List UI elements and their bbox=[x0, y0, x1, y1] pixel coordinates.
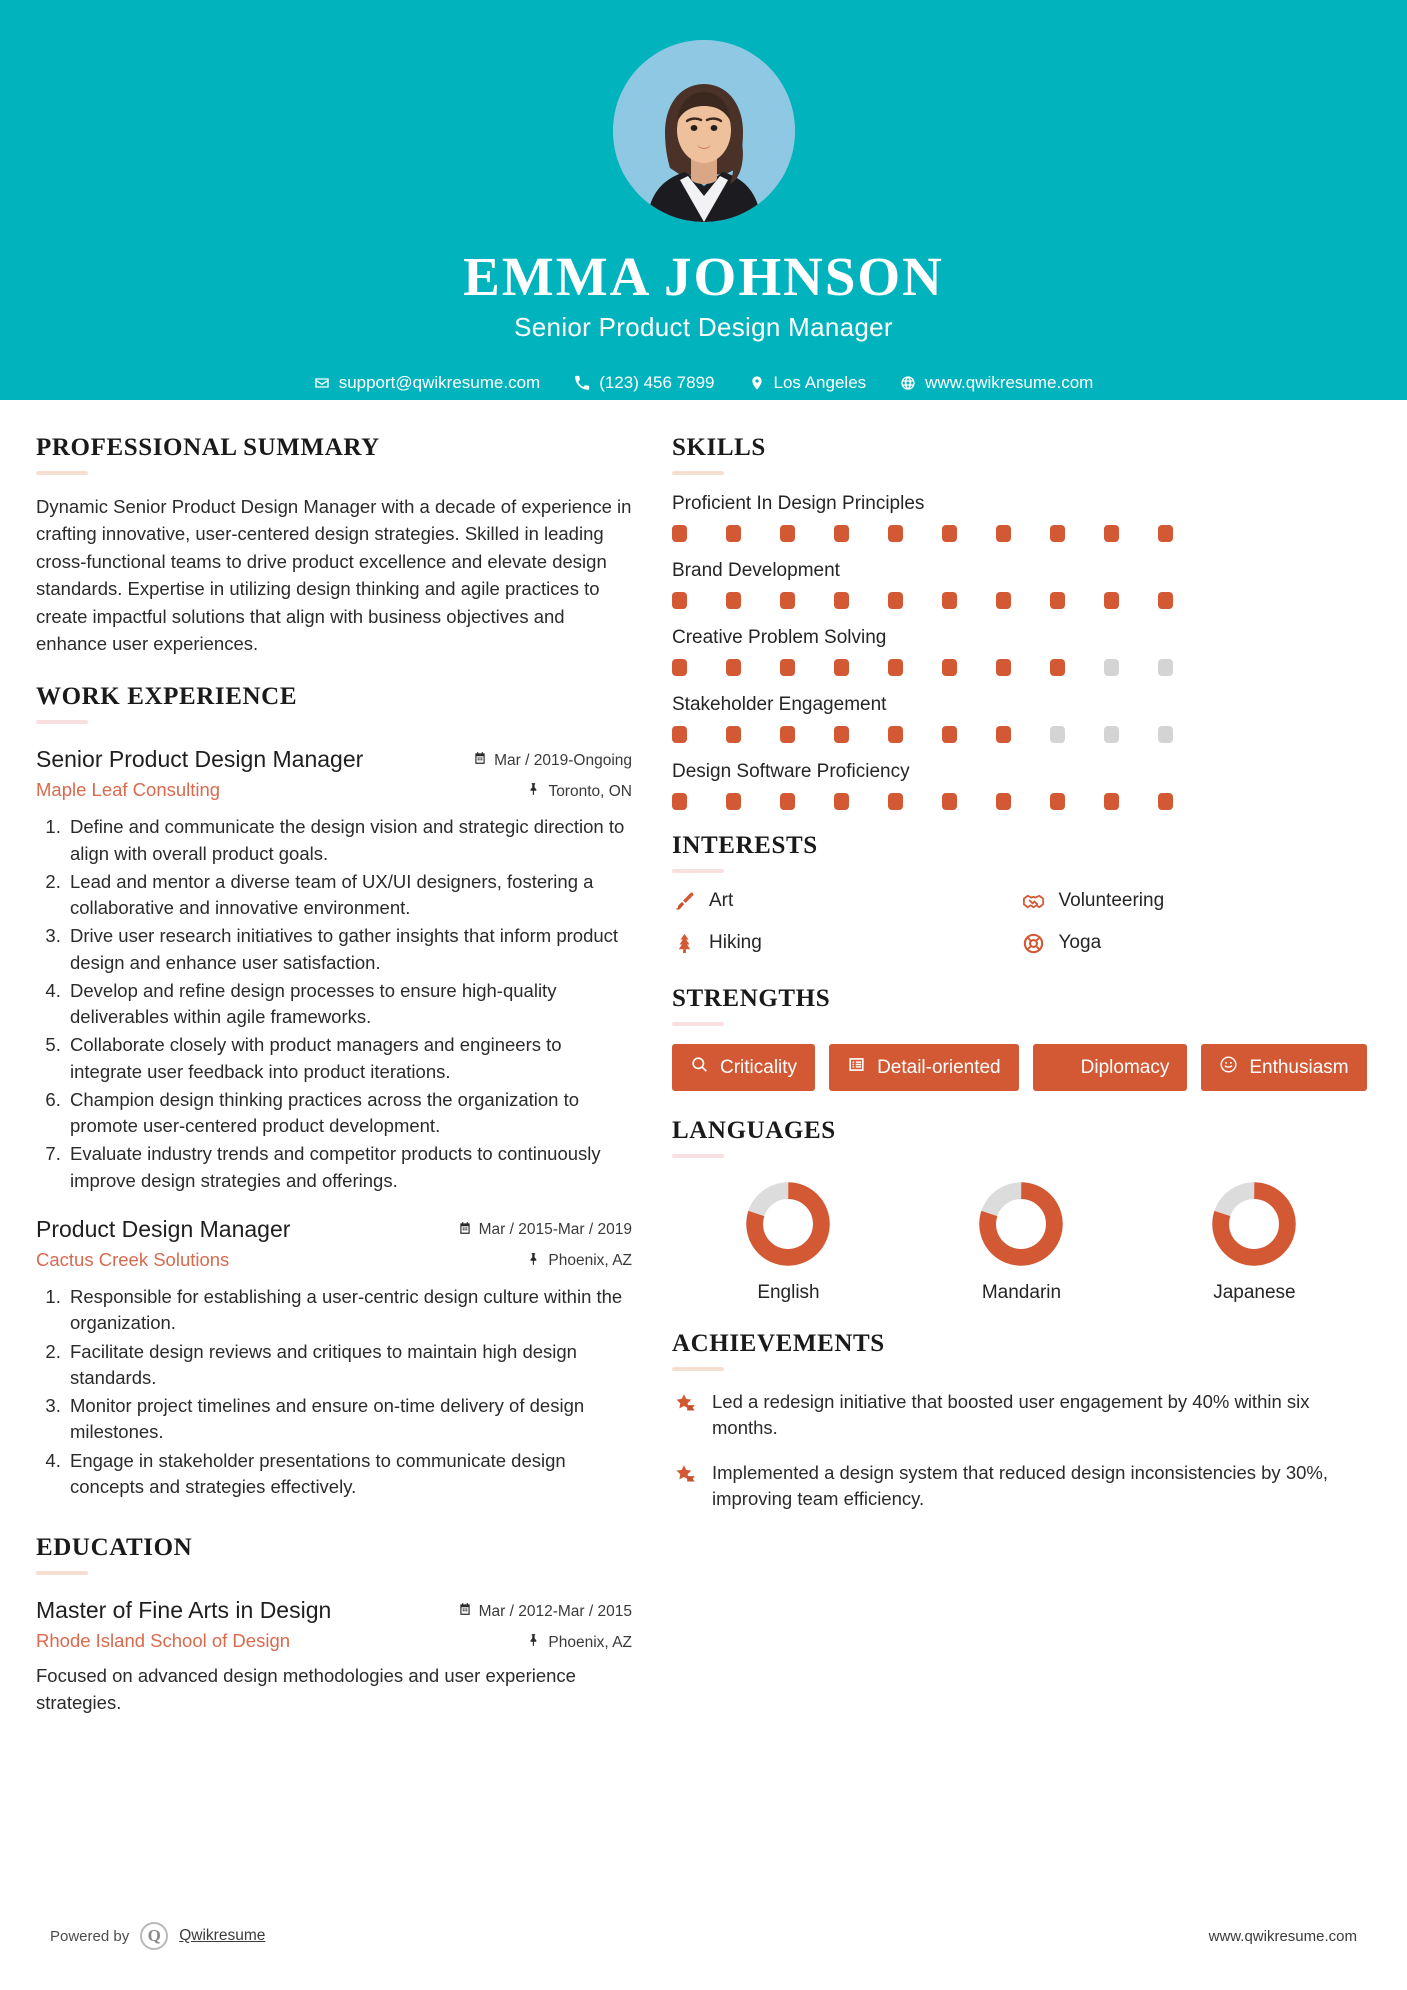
work-role: Senior Product Design Manager bbox=[36, 746, 364, 773]
skill-level-dot bbox=[1050, 793, 1065, 810]
work-bullet: 1. Define and communicate the design vision and strategic direction to align with overall product goals. bbox=[66, 814, 632, 867]
interest-label: Hiking bbox=[709, 932, 762, 953]
skill-level-dot bbox=[888, 592, 903, 609]
section-rule bbox=[672, 1154, 724, 1158]
skill-level-dot bbox=[1104, 592, 1119, 609]
section-heading-education: EDUCATION bbox=[36, 1534, 193, 1562]
work-bullet: 4. Engage in stakeholder presentations to communicate design concepts and strategies effectively. bbox=[66, 1448, 632, 1501]
calendar-icon bbox=[458, 1221, 472, 1240]
interest-label: Yoga bbox=[1058, 932, 1102, 953]
work-bullet: 4. Develop and refine design processes to ensure high-quality deliverables within agile frameworks. bbox=[66, 978, 632, 1031]
strength-chip bbox=[1033, 1044, 1188, 1091]
interests-list bbox=[672, 889, 1371, 973]
skill-level-dot bbox=[672, 726, 687, 743]
interest-label: Art bbox=[709, 890, 734, 911]
achievement-item bbox=[672, 1460, 1371, 1513]
skill-level-dot bbox=[888, 659, 903, 676]
section-skills bbox=[672, 434, 1371, 810]
interest-item bbox=[1022, 931, 1372, 955]
skill-item bbox=[672, 560, 1371, 609]
tree-icon bbox=[672, 931, 696, 955]
language-label: English bbox=[757, 1282, 820, 1303]
skill-level-dot bbox=[1158, 592, 1173, 609]
skill-level-meter bbox=[672, 592, 1371, 609]
education-location-text: Phoenix, AZ bbox=[548, 1633, 632, 1651]
map-pin-icon bbox=[749, 375, 765, 391]
section-heading-interests: INTERESTS bbox=[672, 832, 818, 859]
work-location bbox=[442, 1252, 632, 1271]
skill-level-dot bbox=[942, 525, 957, 542]
language-label: Japanese bbox=[1213, 1282, 1296, 1303]
skill-level-dot bbox=[780, 793, 795, 810]
skill-level-meter bbox=[672, 793, 1371, 810]
skill-level-dot bbox=[780, 726, 795, 743]
section-heading-work: WORK EXPERIENCE bbox=[36, 683, 298, 711]
skill-level-dot bbox=[1050, 525, 1065, 542]
work-entry-header bbox=[36, 746, 632, 801]
work-entry bbox=[36, 746, 632, 1194]
skill-name: Stakeholder Engagement bbox=[672, 694, 887, 715]
strengths-list bbox=[672, 1044, 1371, 1091]
skill-level-dot bbox=[726, 793, 741, 810]
skill-level-dot bbox=[780, 659, 795, 676]
skill-level-dot bbox=[672, 592, 687, 609]
work-entry-meta bbox=[442, 746, 632, 801]
left-column bbox=[36, 434, 656, 1717]
section-work-experience bbox=[36, 683, 632, 1500]
contact-location bbox=[749, 373, 867, 393]
skill-level-dot bbox=[726, 726, 741, 743]
work-role: Product Design Manager bbox=[36, 1215, 291, 1242]
work-bullet: 1. Responsible for establishing a user-centric design culture within the organization. bbox=[66, 1284, 632, 1337]
star-badge-icon bbox=[672, 1462, 698, 1488]
language-donut-chart bbox=[744, 1180, 832, 1268]
language-item bbox=[672, 1180, 905, 1304]
list-icon bbox=[847, 1055, 866, 1080]
skill-level-dot bbox=[672, 793, 687, 810]
section-rule bbox=[672, 471, 724, 475]
skill-level-dot bbox=[1104, 525, 1119, 542]
search-icon bbox=[690, 1055, 709, 1080]
powered-by-label: Powered by bbox=[50, 1927, 130, 1945]
skill-level-dot bbox=[996, 525, 1011, 542]
language-label: Mandarin bbox=[981, 1282, 1062, 1303]
work-bullet: 6. Champion design thinking practices across the organization to promote user-centered product development. bbox=[66, 1087, 632, 1140]
contact-row bbox=[0, 373, 1407, 393]
skill-level-dot bbox=[834, 659, 849, 676]
achievements-list bbox=[672, 1389, 1371, 1512]
education-school: Rhode Island School of Design bbox=[36, 1629, 291, 1651]
work-date bbox=[442, 751, 632, 770]
work-entry-titles bbox=[36, 1216, 290, 1271]
work-bullets bbox=[36, 1284, 632, 1500]
work-date bbox=[442, 1221, 632, 1240]
skill-level-dot bbox=[996, 659, 1011, 676]
strength-label: Diplomacy bbox=[1080, 1056, 1170, 1078]
contact-website-text: www.qwikresume.com bbox=[925, 372, 1094, 392]
work-organization: Cactus Creek Solutions bbox=[36, 1248, 230, 1270]
work-entry-meta bbox=[442, 1216, 632, 1271]
skill-level-dot bbox=[888, 726, 903, 743]
star-badge-icon bbox=[672, 1391, 698, 1417]
skill-level-dot bbox=[726, 592, 741, 609]
skill-level-dot bbox=[1158, 726, 1173, 743]
skill-item bbox=[672, 493, 1371, 542]
strength-label: Enthusiasm bbox=[1249, 1056, 1349, 1078]
work-organization: Maple Leaf Consulting bbox=[36, 778, 221, 800]
footer-brand bbox=[50, 1922, 265, 1950]
skill-level-dot bbox=[1104, 793, 1119, 810]
work-location-text: Phoenix, AZ bbox=[548, 1252, 632, 1270]
work-bullet: 5. Collaborate closely with product managers and engineers to integrate user feedback into product iterations. bbox=[66, 1032, 632, 1085]
contact-location-text: Los Angeles bbox=[773, 372, 867, 392]
job-title: Senior Product Design Manager bbox=[514, 311, 893, 342]
skill-level-dot bbox=[834, 793, 849, 810]
skill-level-dot bbox=[1050, 726, 1065, 743]
skill-level-dot bbox=[942, 793, 957, 810]
skill-name: Proficient In Design Principles bbox=[672, 493, 925, 514]
language-item bbox=[1138, 1180, 1371, 1304]
section-rule bbox=[672, 869, 724, 873]
section-heading-strengths: STRENGTHS bbox=[672, 985, 831, 1012]
skill-level-dot bbox=[834, 726, 849, 743]
paintbrush-icon bbox=[672, 889, 696, 913]
interest-item bbox=[672, 889, 1022, 913]
envelope-icon bbox=[314, 375, 330, 391]
skill-item bbox=[672, 627, 1371, 676]
skill-level-meter bbox=[672, 726, 1371, 743]
section-heading-summary: PROFESSIONAL SUMMARY bbox=[36, 434, 380, 461]
skill-level-dot bbox=[996, 793, 1011, 810]
skill-level-dot bbox=[834, 592, 849, 609]
skill-level-dot bbox=[672, 659, 687, 676]
skill-level-dot bbox=[1158, 525, 1173, 542]
education-entries-list bbox=[36, 1597, 632, 1717]
education-degree: Master of Fine Arts in Design bbox=[36, 1597, 332, 1624]
language-donut-chart bbox=[977, 1180, 1065, 1268]
skill-level-dot bbox=[834, 525, 849, 542]
section-rule bbox=[36, 1571, 88, 1575]
work-location-text: Toronto, ON bbox=[548, 782, 632, 800]
contact-email[interactable] bbox=[314, 373, 541, 393]
skill-level-dot bbox=[942, 592, 957, 609]
section-strengths bbox=[672, 985, 1371, 1091]
skill-level-dot bbox=[672, 525, 687, 542]
work-bullet: 3. Drive user research initiatives to gather insights that inform product design and enhance user satisfaction. bbox=[66, 923, 632, 976]
contact-phone[interactable] bbox=[574, 373, 714, 393]
section-rule bbox=[672, 1367, 724, 1371]
work-date-text: Mar / 2019-Ongoing bbox=[494, 751, 632, 769]
language-donut-chart bbox=[1210, 1180, 1298, 1268]
page-footer bbox=[0, 1922, 1407, 1950]
skill-name: Design Software Proficiency bbox=[672, 761, 910, 782]
education-entry-header bbox=[36, 1597, 632, 1652]
skill-level-dot bbox=[1104, 726, 1119, 743]
skill-level-dot bbox=[996, 726, 1011, 743]
skill-level-dot bbox=[1104, 659, 1119, 676]
work-location bbox=[442, 782, 632, 801]
avatar bbox=[613, 40, 795, 222]
work-entry bbox=[36, 1216, 632, 1500]
skill-level-dot bbox=[780, 525, 795, 542]
calendar-icon bbox=[473, 751, 487, 770]
skill-level-dot bbox=[888, 525, 903, 542]
globe-icon bbox=[900, 375, 916, 391]
summary-text: Dynamic Senior Product Design Manager with a decade of experience in crafting innovative, user-centered design strategies. Skilled in leading cross-functional teams to drive product excellence and elevate design standards. Expertise in utilizing design thinking and agile practices to create impactful solutions that align with business objectives and enhance user experiences. bbox=[36, 496, 632, 654]
language-item bbox=[905, 1180, 1138, 1304]
skill-item bbox=[672, 761, 1371, 810]
contact-website[interactable] bbox=[900, 373, 1093, 393]
skill-level-dot bbox=[726, 659, 741, 676]
handshake-icon bbox=[1051, 1055, 1070, 1080]
skill-item bbox=[672, 694, 1371, 743]
contact-email-text: support@qwikresume.com bbox=[338, 372, 541, 392]
resume-header bbox=[0, 0, 1407, 400]
section-heading-skills: SKILLS bbox=[672, 434, 766, 461]
work-entry-titles bbox=[36, 746, 363, 801]
work-bullet: 3. Monitor project timelines and ensure on-time delivery of design milestones. bbox=[66, 1393, 632, 1446]
section-rule bbox=[672, 1022, 724, 1026]
work-date-text: Mar / 2015-Mar / 2019 bbox=[478, 1221, 632, 1239]
education-date-text: Mar / 2012-Mar / 2015 bbox=[478, 1602, 632, 1620]
qwikresume-brand-link[interactable]: Qwikresume bbox=[179, 1927, 266, 1944]
skill-level-dot bbox=[1158, 793, 1173, 810]
achievement-text: Led a redesign initiative that boosted user engagement by 40% within six months. bbox=[712, 1391, 1310, 1439]
section-heading-languages: LANGUAGES bbox=[672, 1117, 836, 1144]
skill-level-dot bbox=[1158, 659, 1173, 676]
skill-level-dot bbox=[888, 793, 903, 810]
skill-level-dot bbox=[1050, 592, 1065, 609]
skill-level-dot bbox=[726, 525, 741, 542]
skill-level-dot bbox=[780, 592, 795, 609]
section-education bbox=[36, 1534, 632, 1717]
resume-body bbox=[0, 400, 1407, 1717]
lifebuoy-icon bbox=[1022, 931, 1046, 955]
contact-phone-text: (123) 456 7899 bbox=[599, 372, 715, 392]
qwikresume-logo-icon: Q bbox=[140, 1922, 168, 1950]
education-description: Focused on advanced design methodologies and user experience strategies. bbox=[36, 1665, 576, 1713]
interest-item bbox=[1022, 889, 1372, 913]
calendar-icon bbox=[458, 1602, 472, 1621]
pin-icon bbox=[527, 782, 541, 801]
strength-chip bbox=[1201, 1044, 1366, 1091]
languages-list bbox=[672, 1180, 1371, 1304]
skills-list bbox=[672, 493, 1371, 810]
skill-level-meter bbox=[672, 525, 1371, 542]
strength-chip bbox=[829, 1044, 1019, 1091]
section-heading-achievements: ACHIEVEMENTS bbox=[672, 1330, 885, 1357]
work-entry-header bbox=[36, 1216, 632, 1271]
interest-label: Volunteering bbox=[1058, 890, 1165, 911]
section-rule bbox=[36, 720, 88, 724]
phone-icon bbox=[574, 375, 590, 391]
pin-icon bbox=[527, 1252, 541, 1271]
handshake-icon bbox=[1022, 889, 1046, 913]
interest-item bbox=[672, 931, 1022, 955]
skill-name: Brand Development bbox=[672, 560, 840, 581]
education-location bbox=[442, 1633, 632, 1652]
work-bullet: 7. Evaluate industry trends and competitor products to continuously improve design strategies and offerings. bbox=[66, 1141, 632, 1194]
skill-level-dot bbox=[942, 659, 957, 676]
smiley-icon bbox=[1219, 1055, 1238, 1080]
pin-icon bbox=[527, 1633, 541, 1652]
strength-label: Detail-oriented bbox=[877, 1056, 1001, 1078]
work-bullets bbox=[36, 814, 632, 1194]
section-rule bbox=[36, 471, 88, 475]
section-achievements bbox=[672, 1330, 1371, 1512]
work-bullet: 2. Lead and mentor a diverse team of UX/UI designers, fostering a collaborative and innovative environment. bbox=[66, 869, 632, 922]
skill-level-dot bbox=[942, 726, 957, 743]
skill-level-meter bbox=[672, 659, 1371, 676]
education-entry bbox=[36, 1597, 632, 1717]
skill-name: Creative Problem Solving bbox=[672, 627, 887, 648]
strength-chip bbox=[672, 1044, 815, 1091]
work-entries-list bbox=[36, 746, 632, 1500]
education-date bbox=[442, 1602, 632, 1621]
strength-label: Criticality bbox=[720, 1056, 798, 1078]
work-bullet: 2. Facilitate design reviews and critiques to maintain high design standards. bbox=[66, 1339, 632, 1392]
education-entry-titles bbox=[36, 1597, 331, 1652]
section-languages bbox=[672, 1117, 1371, 1304]
achievement-text: Implemented a design system that reduced design inconsistencies by 30%, improving team efficiency. bbox=[712, 1461, 1328, 1509]
section-interests bbox=[672, 832, 1371, 973]
education-entry-meta bbox=[442, 1597, 632, 1652]
footer-site-url[interactable]: www.qwikresume.com bbox=[1208, 1927, 1357, 1945]
skill-level-dot bbox=[1050, 659, 1065, 676]
right-column bbox=[656, 434, 1371, 1717]
section-professional-summary bbox=[36, 434, 632, 657]
achievement-item bbox=[672, 1389, 1371, 1442]
page-title: EMMA JOHNSON bbox=[463, 246, 944, 307]
skill-level-dot bbox=[996, 592, 1011, 609]
